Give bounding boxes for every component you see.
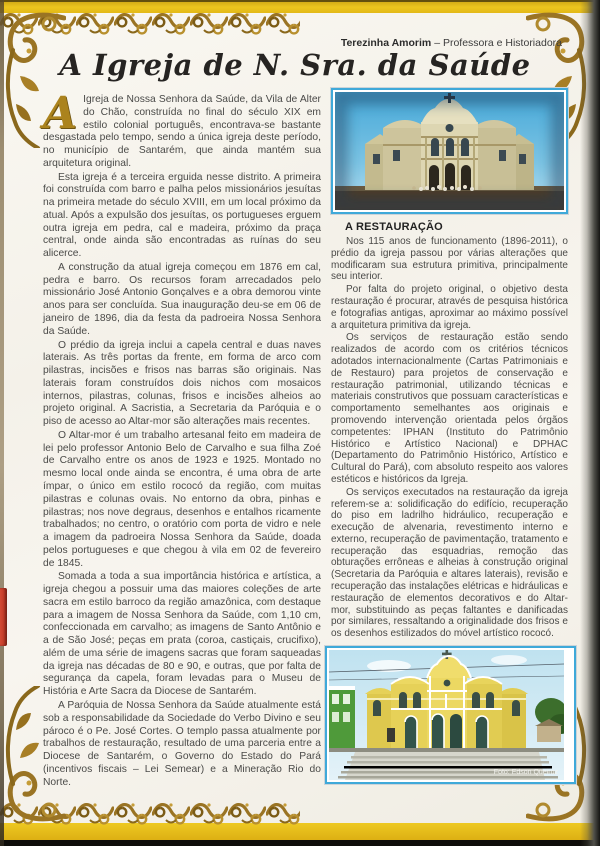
top-page-edge	[0, 0, 600, 2]
photo-credit: Foto: Edson Queiroz	[493, 769, 558, 777]
red-bookmark-tab	[0, 588, 7, 646]
drop-cap: A	[43, 88, 78, 139]
paragraph: Por falta do projeto original, o objetivo desta restauração é procurar, através de pesquisa histórica e fotografias antigas, aproximar ao máximo possível a arquitetura primitiva da igreja.	[331, 284, 568, 331]
restored-church-illustration	[329, 650, 564, 780]
paragraph: O prédio da igreja inclui a capela central e duas naves laterais. As três portas da frente, em forma de arco com pilastras, incisões e frisos nas barras são originais. Nas laterais foram construídos dois nichos com mosaicos internos, pilastras, colunas, frisos e incisões alheios ao projeto original. A Sacristia, a Secretaria da Paróquia e o piso de acesso ao Altar-mor são alterações mais recentes.	[43, 339, 321, 428]
paragraph: Nos 115 anos de funcionamento (1896-2011), o prédio da igreja passou por várias alterações que modificaram sua estrutura primitiva, principalmente seu interior.	[331, 235, 568, 283]
paragraph: Os serviços executados na restauração da igreja referem-se a: solidificação do edifício, recuperação do piso em ladrilho hidráulico, recuperação e execução de alvenaria, revestimento interno e externo, recuperação de pavimentação, tratamento e recuperação das esquadrias, remoção das obturações errôneas e alheias à construção original (Secretaria da Paróquia e altares laterais), revisão e recuperação das instalações elétricas e hidráulicas e restauração de elementos decorativos e do Altar-mor, substituindo as peças faltantes e danificadas por similares, ressaltando a originalidade dos frisos e os desenhos estilizados do móvel artístico rococó.	[331, 486, 568, 640]
historic-church-illustration	[335, 92, 564, 210]
paragraph: Somada a toda a sua importância histórica e artística, a igreja chegou a possuir uma das maiores coleções de arte sacra em estilo barroco da região amazônica, com destaque para a imagem de Nossa Senhora da Saúde, com 1,10 cm, confeccionada em carvalho; as imagens de Santo Antônio e a de São José; peças em prata (coroa, castiçais, crucifixo), além de uma série de imagens sacras que foram saqueadas da igreja nas décadas de 80 e 90, e outras, que por falta de segurança da capela, foram levadas para o Museu de História e Arte Sacra da Diocese de Santarém.	[43, 571, 321, 698]
page-edge-right	[580, 0, 600, 846]
restoration-column	[331, 88, 568, 784]
paragraph: Os serviços de restauração estão sendo realizados de acordo com os critérios técnicos adotados internacionalmente (Cartas Patrimoniais e de Restauro) para projetos de conservação e restauração patrimonial, utilizando técnicas e materiais construtivos que possuam características e comportamento semelhantes aos originais e promovendo intervenção orientada pelos órgãos competentes: IPHAN (Instituto do Patrimônio Histórico e Artístico Nacional) e DPHAC (Departamento do Patrimônio Histórico, Artístico e Cultural do Pará), com absoluto respeito aos valores estéticos e históricos da Igreja.	[331, 332, 568, 485]
byline-author: Terezinha Amorim	[340, 37, 432, 49]
restoration-heading: A RESTAURAÇÃO	[345, 221, 443, 233]
byline-role: – Professora e Historiadora	[434, 37, 562, 49]
trees	[535, 698, 564, 742]
page-edge-left	[0, 0, 4, 846]
paragraph: A Paróquia de Nossa Senhora da Saúde atualmente está sob a responsabilidade da Sociedade do Verbo Divino e seu pároco é o Pe. José Cortes. O templo passa atualmente por trabalhos de restauração, resultado de uma parceria entre a Diocese de Santarém, o Governo do Estado do Pará (incentivos fiscais – Lei Semear) e a Mineração Rio do Norte.	[43, 699, 321, 788]
article-column	[43, 88, 321, 790]
paragraph: Esta igreja é a terceira erguida nesse distrito. A primeira foi construída com barro e palha pelos missionários jesuítas na primeira metade do século XVIII, em um local próximo da atual. Após a expulsão dos jesuítas, os portugueses erguem outra igreja em pedra, cal e madeira, próximo da praça central, onde ainda são encontradas as ruínas do seu alicerce.	[43, 171, 321, 260]
page-title: A Igreja de N. Sra. da Saúde	[59, 48, 531, 82]
paragraph-text: Igreja de Nossa Senhora da Saúde, da Vila de Alter do Chão, construída no final do século XIX em estilo colonial português, encontrava-se bastante desgastada pelo tempo, sendo a única igreja deste período, no município de Santarém, que ainda mantém sua arquitetura original.	[43, 94, 321, 169]
restored-church-photo	[325, 646, 576, 784]
paragraph: O Altar-mor é um trabalho artesanal feito em madeira de lei pelo professor Antonio Belo de Carvalho e sua filha Zoé de Carvalho entre os anos de 1923 e 1925. Montado no mesmo local onde ainda se encontra, é uma obra de arte ímpar, o único em estilo rococó da região, com muitas pilastras e colunas ovais. No entorno da obra, pinhas e pilastras; nos nove degraus, desenhos e entalhos ricamente trabalhados; no centro, o oratório com porta de vidro e nele a imagem da padroeira Nossa Senhora da Saúde, doada pelos portugueses e que chegou à vila em 02 de fevereiro de 1845.	[43, 429, 321, 569]
paragraph	[43, 88, 321, 171]
neighbor-building	[329, 686, 355, 748]
bottom-page-edge	[0, 840, 600, 846]
historic-church-photo	[331, 88, 568, 214]
paragraph: A construção da atual igreja começou em 1876 em cal, pedra e barro. Os recursos foram arrecadados pelo missionário José Antonio Gonçalves e a obra demorou vinte anos para ser concluída. Sua inauguração deu-se em 06 de janeiro de 1896, dia da festa da padroeira Nossa Senhora da Saúde.	[43, 261, 321, 337]
